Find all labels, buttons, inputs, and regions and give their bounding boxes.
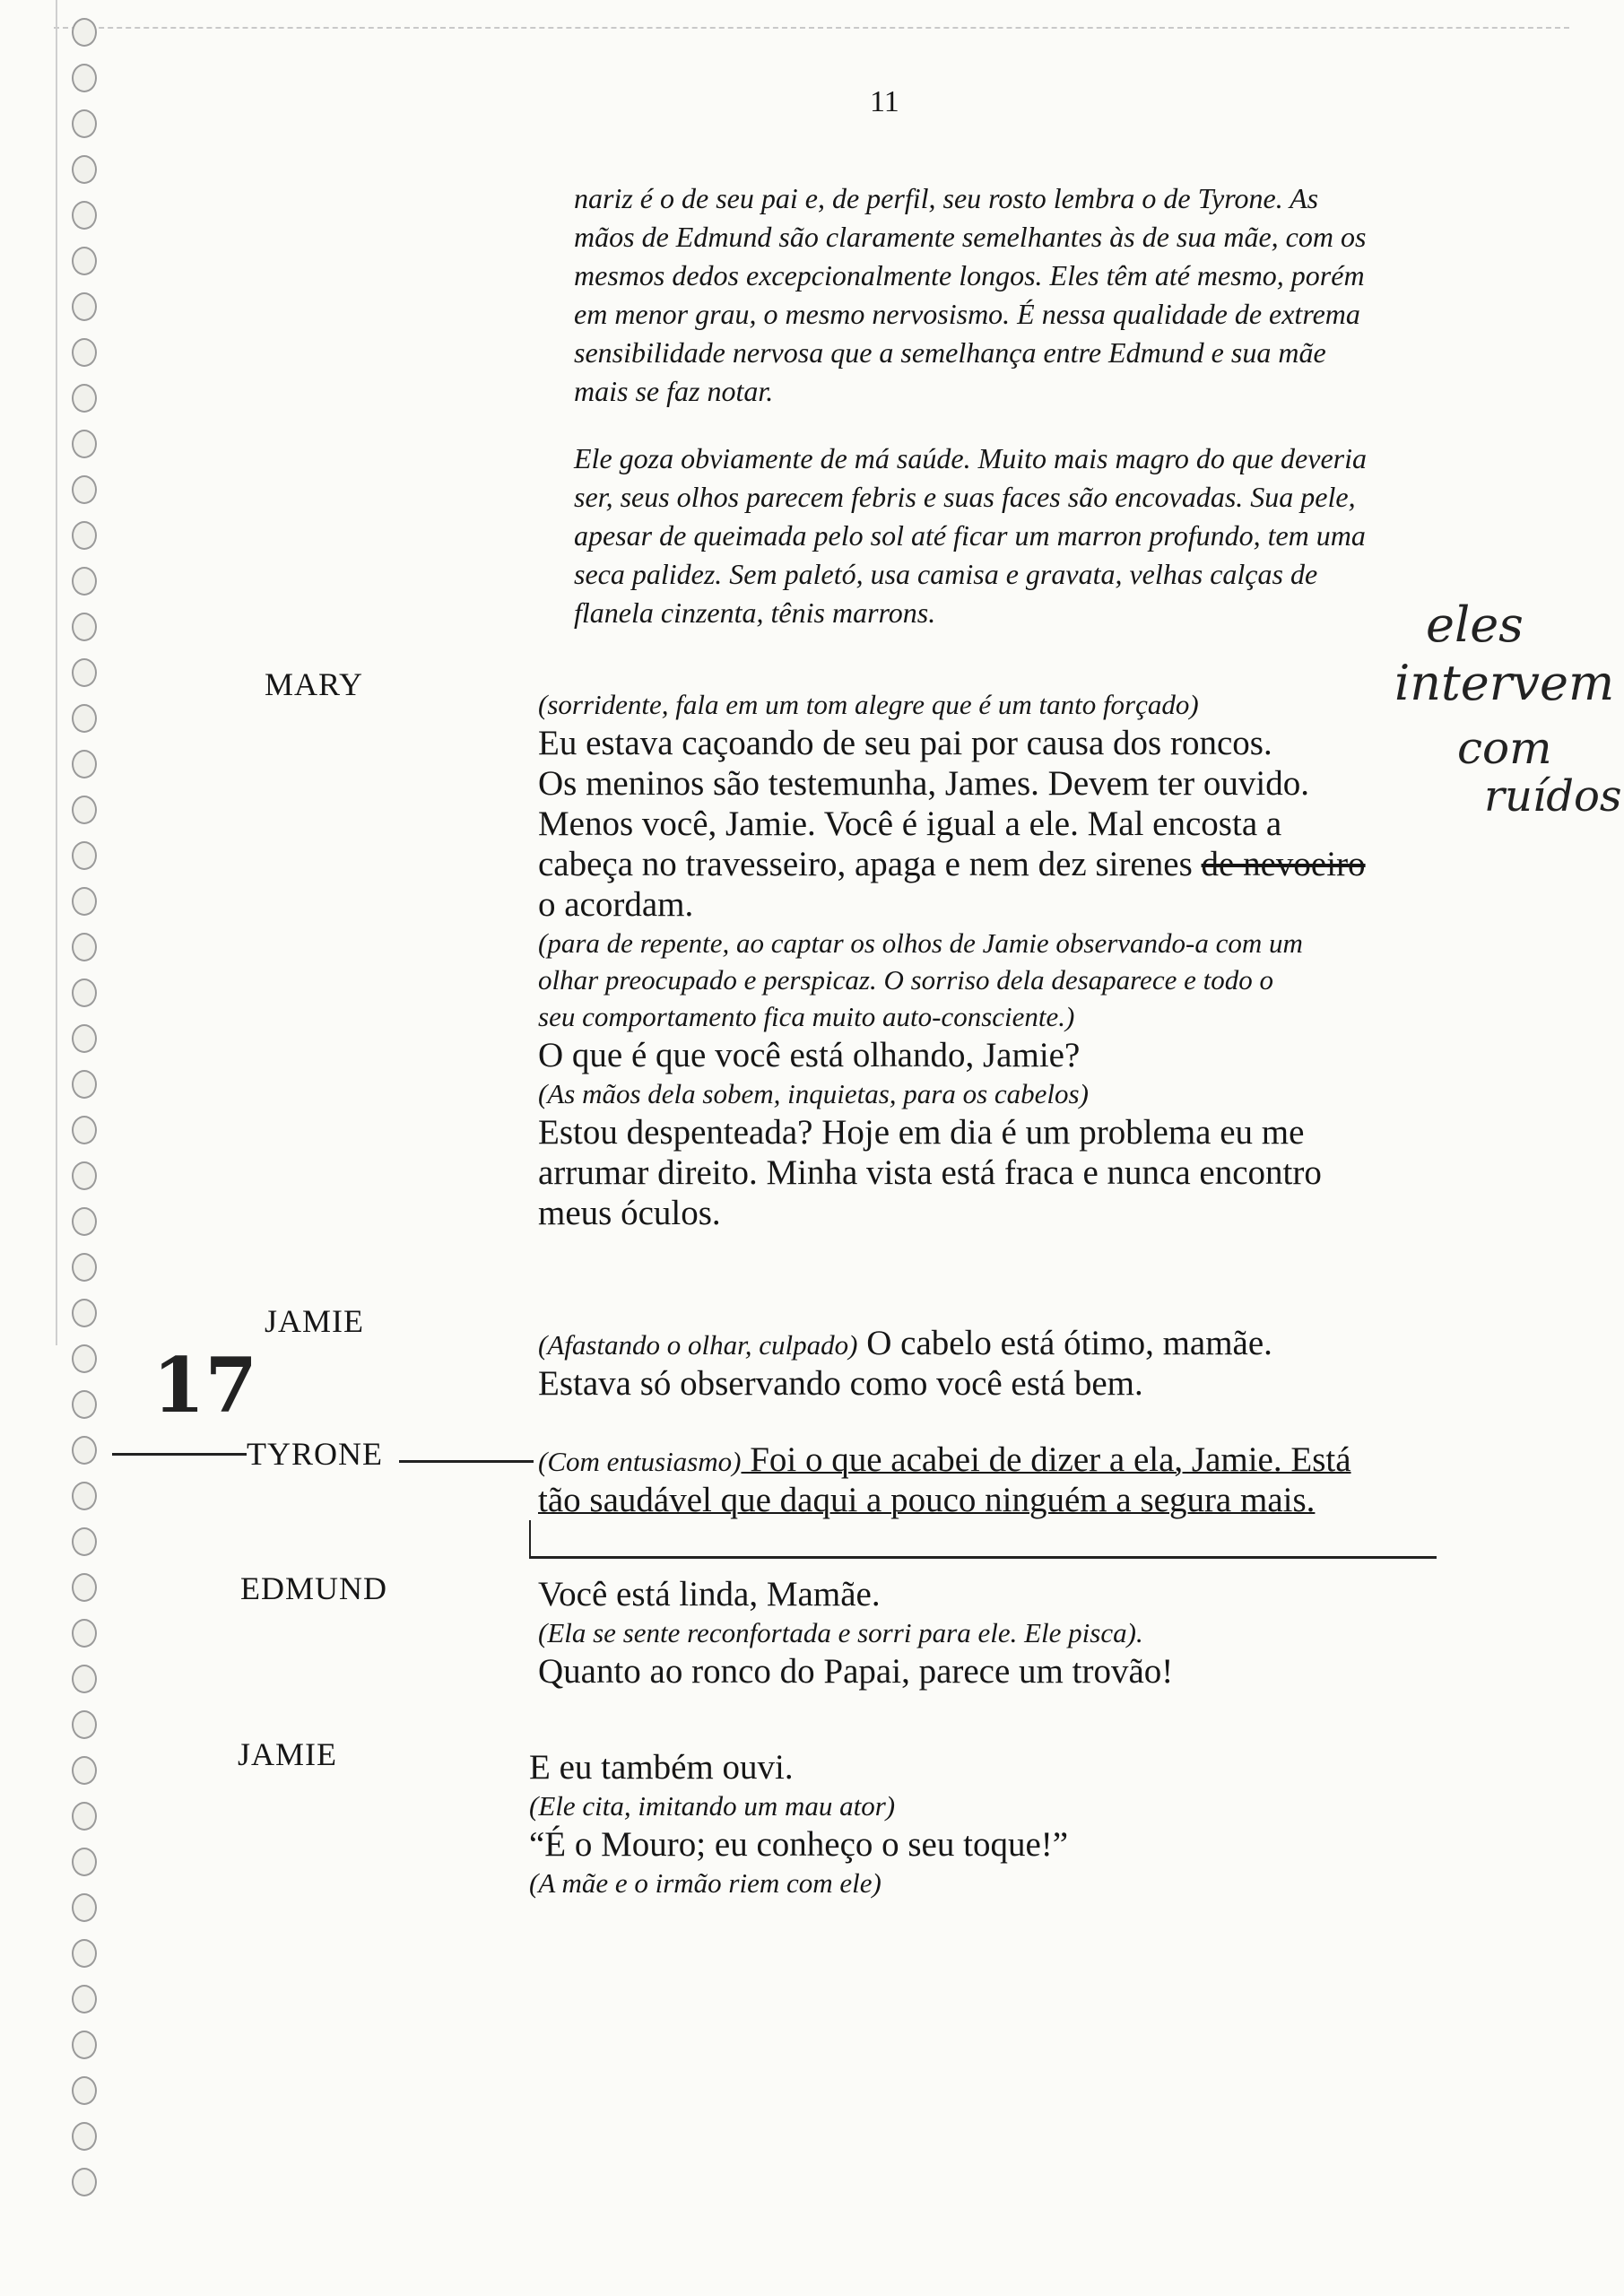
stage-direction: seu comportamento fica muito auto-consciente.) [538, 1001, 1075, 1032]
binder-hole [72, 1299, 97, 1327]
dialog-tyrone [538, 1439, 1453, 1520]
handwritten-number: 17 [152, 1341, 257, 1430]
handwritten-note-2: intervem [1394, 655, 1615, 711]
desc-line: nariz é o de seu pai e, de perfil, seu rosto lembra o de Tyrone. As [574, 182, 1319, 214]
binder-hole [72, 704, 97, 733]
binder-hole [72, 1070, 97, 1099]
binder-hole [72, 292, 97, 321]
dialog-text: O cabelo está ótimo, mamãe. [857, 1324, 1272, 1362]
dialog-line: arrumar direito. Minha vista está fraca e nunca encontro [538, 1153, 1322, 1192]
binder-hole [72, 2168, 97, 2196]
handwritten-note-4: ruídos [1484, 771, 1622, 822]
stage-direction: (Ela se sente reconfortada e sorri para ele. Ele pisca). [538, 1617, 1143, 1648]
dialog-text: Foi o que acabei de dizer a ela, Jamie. Está [741, 1440, 1351, 1479]
stage-direction: (para de repente, ao captar os olhos de Jamie observando-a com um [538, 927, 1303, 959]
dialog-line: Os meninos são testemunha, James. Devem ter ouvido. [538, 764, 1309, 803]
binder-hole [72, 1665, 97, 1693]
binder-hole [72, 1848, 97, 1876]
binder-hole [72, 475, 97, 504]
dialog-mary [538, 686, 1453, 1233]
desc-line: seca palidez. Sem paletó, usa camisa e gravata, velhas calças de [574, 558, 1318, 590]
dialog-line: Você está linda, Mamãe. [538, 1575, 881, 1613]
binder-hole [72, 2122, 97, 2151]
binder-hole [72, 796, 97, 824]
desc-line: Ele goza obviamente de má saúde. Muito mais magro do que deveria [574, 442, 1367, 474]
speaker-edmund: EDMUND [240, 1570, 387, 1606]
desc-line: mesmos dedos excepcionalmente longos. Eles têm até mesmo, porém [574, 259, 1365, 291]
dialog-line: o acordam. [538, 885, 694, 924]
binder-hole [72, 1619, 97, 1648]
dialog-line: Estou despenteada? Hoje em dia é um problema eu me [538, 1113, 1305, 1152]
binder-hole [72, 933, 97, 961]
speaker-mary: MARY [265, 666, 364, 702]
dialog-line [538, 844, 1453, 884]
binder-hole [72, 384, 97, 413]
dialog-jamie-1 [538, 1323, 1453, 1404]
binder-hole [72, 1253, 97, 1282]
binder-hole [72, 1985, 97, 2013]
stage-description-2 [574, 439, 1471, 632]
binder-hole [72, 750, 97, 778]
dialog-line [538, 1323, 1453, 1363]
speaker-tyrone: TYRONE [247, 1436, 383, 1472]
binder-hole [72, 1939, 97, 1968]
dialog-jamie-2 [529, 1747, 1444, 1901]
dialog-edmund [538, 1574, 1453, 1692]
binder-hole [72, 18, 97, 47]
binder-hole [72, 201, 97, 230]
binder-hole [72, 1161, 97, 1190]
dialog-line: Estava só observando como você está bem. [538, 1364, 1143, 1403]
binder-hole [72, 1710, 97, 1739]
dialog-text: cabeça no travesseiro, apaga e nem dez sirenes [538, 845, 1193, 883]
struck-text: de nevoeiro [1201, 845, 1366, 883]
desc-line: ser, seus olhos parecem febris e suas faces são encovadas. Sua pele, [574, 481, 1356, 513]
stage-direction: olhar preocupado e perspicaz. O sorriso dela desaparece e todo o [538, 964, 1273, 996]
binder-hole [72, 887, 97, 916]
dialog-line: Menos você, Jamie. Você é igual a ele. Mal encosta a [538, 804, 1282, 843]
handwritten-bracket [529, 1520, 1437, 1559]
binder-hole [72, 841, 97, 870]
binder-hole [72, 658, 97, 687]
speaker-jamie: JAMIE [265, 1303, 364, 1339]
binder-hole [72, 521, 97, 550]
stage-direction: (As mãos dela sobem, inquietas, para os cabelos) [538, 1078, 1089, 1109]
binder-hole [72, 1482, 97, 1510]
binder-hole [72, 430, 97, 458]
stage-direction: (Ele cita, imitando um mau ator) [529, 1790, 896, 1822]
stage-direction: (Afastando o olhar, culpado) [538, 1329, 858, 1361]
desc-line: flanela cinzenta, tênis marrons. [574, 596, 936, 629]
dialog-line: “É o Mouro; eu conheço o seu toque!” [529, 1825, 1069, 1864]
dialog-line: meus óculos. [538, 1194, 721, 1232]
margin-rule [56, 0, 57, 1345]
binder-hole [72, 1436, 97, 1465]
dialog-line: tão saudável que daqui a pouco ninguém a segura mais. [538, 1481, 1316, 1519]
binder-hole [72, 1756, 97, 1785]
desc-line: sensibilidade nervosa que a semelhança entre Edmund e sua mãe [574, 336, 1326, 369]
binder-hole [72, 1390, 97, 1419]
binder-hole [72, 1527, 97, 1556]
binder-hole [72, 109, 97, 138]
binder-hole [72, 1802, 97, 1831]
binder-hole [72, 1573, 97, 1602]
dialog-line: Eu estava caçoando de seu pai por causa dos roncos. [538, 724, 1272, 762]
binder-hole [72, 338, 97, 367]
binder-hole [72, 1024, 97, 1053]
handwritten-note-3: com [1457, 722, 1552, 774]
dialog-line: O que é que você está olhando, Jamie? [538, 1036, 1081, 1074]
stage-direction: (sorridente, fala em um tom alegre que é um tanto forçado) [538, 689, 1199, 720]
desc-line: em menor grau, o mesmo nervosismo. É nessa qualidade de extrema [574, 298, 1360, 330]
top-tear-line [54, 27, 1569, 29]
binder-hole [72, 613, 97, 641]
handwritten-arrow-left [112, 1453, 247, 1456]
binder-hole [72, 1116, 97, 1144]
dialog-line: E eu também ouvi. [529, 1748, 794, 1787]
page-number: 11 [870, 85, 899, 118]
binder-hole [72, 2076, 97, 2105]
desc-line: apesar de queimada pelo sol até ficar um marron profundo, tem uma [574, 519, 1366, 552]
binder-hole [72, 247, 97, 275]
desc-line: mais se faz notar. [574, 375, 774, 407]
binder-hole [72, 978, 97, 1007]
desc-line: mãos de Edmund são claramente semelhantes às de sua mãe, com os [574, 221, 1367, 253]
binder-hole [72, 1344, 97, 1373]
handwritten-note-1: eles [1426, 596, 1524, 653]
stage-direction: (Com entusiasmo) [538, 1446, 742, 1477]
binder-hole [72, 64, 97, 92]
handwritten-arrow-right [399, 1460, 534, 1463]
binder-hole [72, 2031, 97, 2059]
binder-holes [65, 18, 109, 2233]
binder-hole [72, 567, 97, 596]
dialog-line [538, 1439, 1453, 1480]
binder-hole [72, 155, 97, 184]
stage-direction: (A mãe e o irmão riem com ele) [529, 1867, 881, 1899]
binder-hole [72, 1207, 97, 1236]
stage-description-1 [574, 179, 1471, 411]
dialog-line: Quanto ao ronco do Papai, parece um trovão! [538, 1652, 1174, 1691]
binder-hole [72, 1893, 97, 1922]
speaker-jamie: JAMIE [238, 1736, 337, 1772]
